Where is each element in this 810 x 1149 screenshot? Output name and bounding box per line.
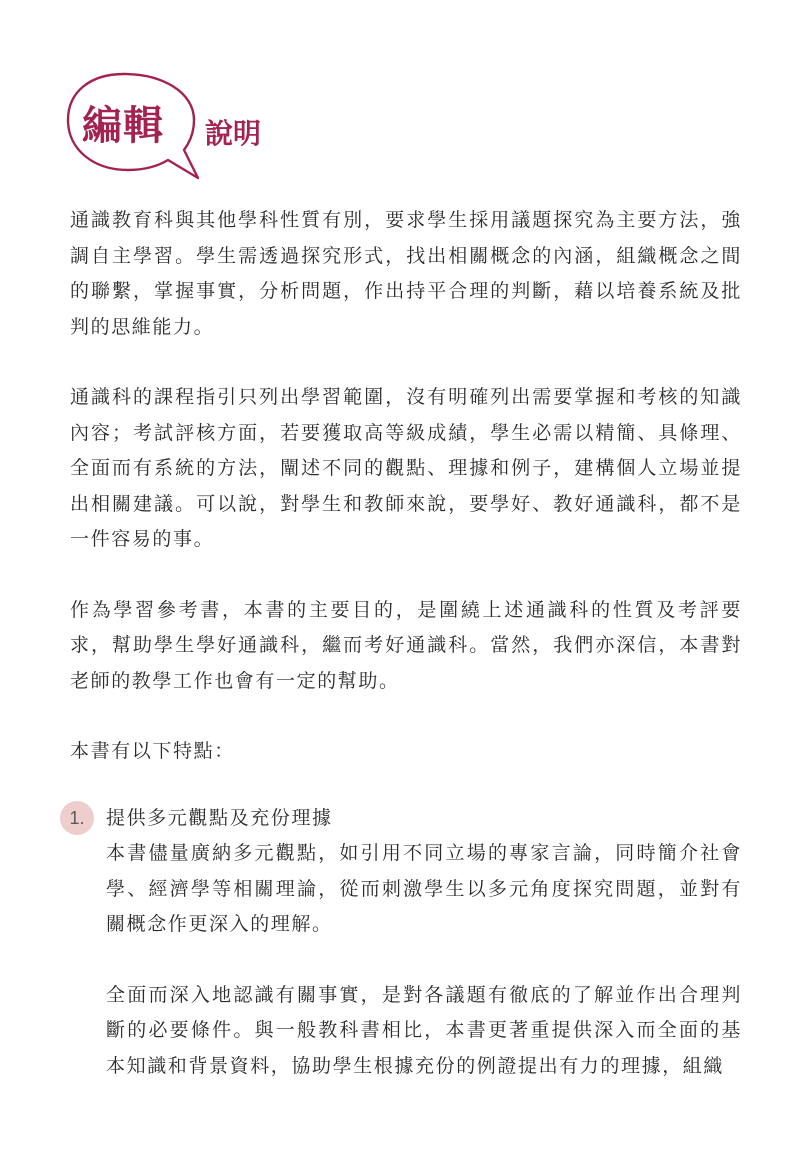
paragraph-3: 作為學習參考書，本書的主要目的，是圍繞上述通識科的性質及考評要求，幫助學生學好通識科，繼而考好通識科。當然，我們亦深信，本書對老師的教學工作也會有一定的幫助。 xyxy=(70,598,742,692)
header-subtitle: 說明 xyxy=(205,117,262,150)
feature-body-2: 全面而深入地認識有關事實，是對各議題有徹底的了解並作出合理判斷的必要條件。與一般教科書相比，本書更著重提供深入而全面的基本知識和背景資料，協助學生根據充份的例證提出有力的理據，組織 xyxy=(106,983,742,1077)
features-intro: 本書有以下特點： xyxy=(70,740,235,762)
paragraph-2: 通識科的課程指引只列出學習範圍，沒有明確列出需要掌握和考核的知識內容；考試評核方面，若要獲取高等級成績，學生必需以精簡、具條理、全面而有系統的方法，闡述不同的觀點、理據和例子，建構個人立場並提出相關建議。可以說，對學生和教師來說，要學好、教好通識科，都不是一件容易的事。 xyxy=(70,386,742,550)
feature-title: 提供多元觀點及充份理據 xyxy=(106,806,333,829)
editor-note-header xyxy=(66,72,306,184)
header-title: 編輯 xyxy=(82,103,164,149)
feature-body-1: 本書儘量廣納多元觀點，如引用不同立場的專家言論，同時簡介社會學、經濟學等相關理論，從而刺激學生以多元角度探究問題，並對有關概念作更深入的理解。 xyxy=(106,842,742,935)
feature-number-badge: 1. xyxy=(60,801,94,835)
feature-item-1 xyxy=(70,801,742,1085)
body-content xyxy=(70,203,742,1119)
paragraph-1: 通識教育科與其他學科性質有別，要求學生採用議題探究為主要方法，強調自主學習。學生需透過探究形式，找出相關概念的內涵，組織概念之間的聯繫，掌握事實，分析問題，作出持平合理的判斷，藉以培養系統及批判的思維能力。 xyxy=(70,209,742,338)
